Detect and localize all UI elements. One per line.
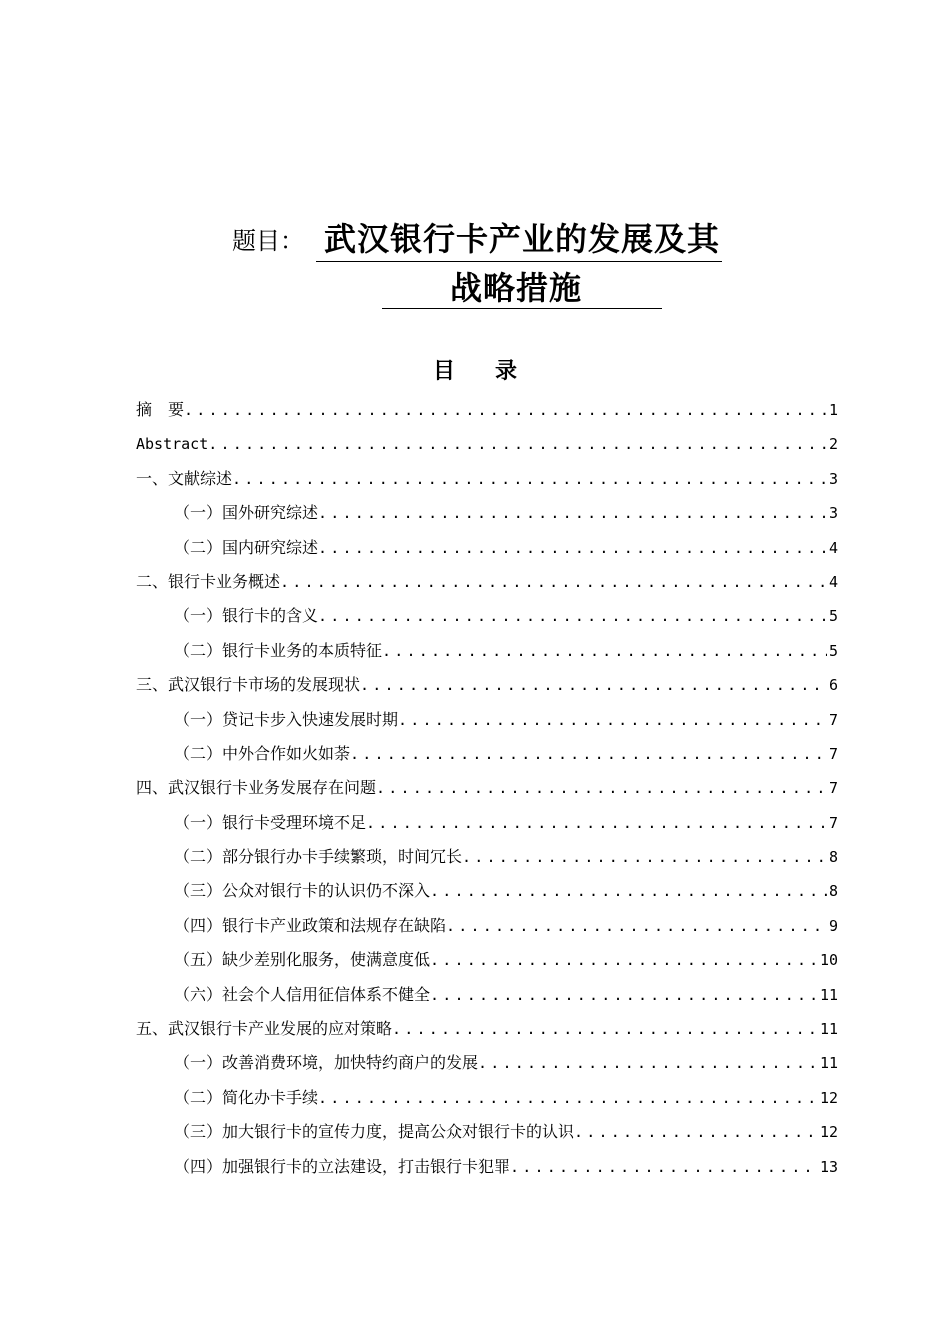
title-main-text: 武汉银行卡产业的发展及其 (316, 219, 722, 262)
toc-dot-leader (184, 393, 827, 427)
toc-dot-leader (232, 462, 827, 496)
toc-entry-label: （六）社会个人信用征信体系不健全 (174, 984, 431, 1004)
toc-entry-label: 四、武汉银行卡业务发展存在问题 (136, 778, 377, 798)
toc-entry[interactable] (136, 462, 838, 496)
toc-entry-label: （一）国外研究综述 (174, 503, 319, 523)
toc-dot-leader (318, 599, 827, 633)
toc-dot-leader (208, 427, 827, 461)
toc-entry-label: 二、银行卡业务概述 (136, 571, 281, 591)
toc-entry-page-number: 4 (828, 572, 838, 591)
toc-entry-page-number: 11 (819, 1020, 838, 1039)
toc-entry[interactable] (136, 737, 838, 771)
toc-dot-leader (430, 943, 818, 977)
toc-entry-label: 摘 要 (136, 400, 185, 419)
toc-entry[interactable] (136, 771, 838, 805)
toc-entry-page-number: 11 (819, 1054, 838, 1073)
toc-entry-label: （二）中外合作如火如荼 (174, 743, 351, 763)
toc-entry-label: （二）国内研究综述 (174, 537, 319, 557)
toc-entry-label: （一）银行卡受理环境不足 (174, 812, 367, 832)
toc-entry[interactable] (136, 393, 838, 427)
toc-entry-label: 一、文献综述 (136, 468, 233, 488)
toc-entry[interactable] (136, 1081, 838, 1115)
toc-entry-page-number: 2 (828, 435, 838, 454)
toc-dot-leader (446, 909, 827, 943)
toc-entry-label: （二）银行卡业务的本质特征 (174, 640, 383, 660)
toc-entry-page-number: 12 (819, 1123, 838, 1142)
toc-heading-left: 目 (432, 358, 455, 384)
toc-entry-label: （三）公众对银行卡的认识仍不深入 (174, 881, 431, 901)
toc-dot-leader (574, 1115, 818, 1149)
toc-entry-page-number: 9 (828, 916, 838, 935)
toc-entry-label: （一）银行卡的含义 (174, 606, 319, 626)
toc-entry[interactable] (136, 806, 838, 840)
toc-entry[interactable] (136, 599, 838, 633)
toc-entry-page-number: 7 (828, 813, 838, 832)
toc-dot-leader (318, 496, 827, 530)
toc-entry[interactable] (136, 1115, 838, 1149)
toc-entry-page-number: 13 (819, 1157, 838, 1176)
toc-entry-label: 五、武汉银行卡产业发展的应对策略 (136, 1019, 393, 1039)
toc-dot-leader (382, 634, 827, 668)
toc-entry-page-number: 7 (828, 710, 838, 729)
toc-entry[interactable] (136, 1012, 838, 1046)
toc-dot-leader (510, 1150, 818, 1184)
title-label: 题目： (232, 227, 304, 255)
toc-dot-leader (478, 1046, 818, 1080)
title-line-1 (232, 212, 722, 262)
toc-dot-leader (318, 1081, 818, 1115)
toc-entry-label: （二）部分银行办卡手续繁琐，时间冗长 (174, 847, 463, 867)
toc-entry[interactable] (136, 496, 838, 530)
title-line-2 (382, 268, 662, 309)
toc-entry[interactable] (136, 668, 838, 702)
toc-entry-page-number: 7 (828, 779, 838, 798)
toc-entry[interactable] (136, 1150, 838, 1184)
toc-entry-page-number: 11 (819, 985, 838, 1004)
table-of-contents (136, 393, 838, 1184)
toc-entry-page-number: 3 (828, 504, 838, 523)
toc-heading (0, 356, 950, 386)
toc-entry-label: （一）改善消费环境，加快特约商户的发展 (174, 1053, 479, 1073)
toc-dot-leader (430, 978, 818, 1012)
toc-entry-label: （四）银行卡产业政策和法规存在缺陷 (174, 915, 447, 935)
toc-dot-leader (366, 806, 827, 840)
toc-dot-leader (350, 737, 827, 771)
toc-dot-leader (360, 668, 827, 702)
toc-entry-page-number: 3 (828, 469, 838, 488)
toc-entry-page-number: 8 (828, 848, 838, 867)
title-sub-text: 战略措施 (450, 269, 583, 307)
toc-dot-leader (398, 703, 827, 737)
toc-entry[interactable] (136, 874, 838, 908)
toc-entry-page-number: 10 (819, 951, 838, 970)
toc-dot-leader (280, 565, 827, 599)
toc-dot-leader (376, 771, 827, 805)
toc-entry[interactable] (136, 909, 838, 943)
toc-entry-label: （三）加大银行卡的宣传力度，提高公众对银行卡的认识 (174, 1122, 575, 1142)
toc-entry[interactable] (136, 634, 838, 668)
toc-dot-leader (430, 874, 827, 908)
toc-entry[interactable] (136, 840, 838, 874)
toc-dot-leader (462, 840, 827, 874)
toc-entry-page-number: 1 (828, 401, 838, 419)
toc-entry-page-number: 8 (828, 882, 838, 901)
toc-entry-page-number: 6 (828, 676, 838, 695)
toc-entry-label: 三、武汉银行卡市场的发展现状 (136, 675, 361, 695)
toc-heading-right: 录 (495, 358, 518, 384)
toc-entry[interactable] (136, 427, 838, 461)
toc-entry-page-number: 5 (828, 641, 838, 660)
toc-entry[interactable] (136, 565, 838, 599)
toc-entry-page-number: 7 (828, 744, 838, 763)
toc-entry[interactable] (136, 943, 838, 977)
toc-entry-label: （五）缺少差别化服务，使满意度低 (174, 950, 431, 970)
toc-entry-page-number: 5 (828, 607, 838, 626)
toc-entry-label: （一）贷记卡步入快速发展时期 (174, 709, 399, 729)
toc-dot-leader (318, 531, 827, 565)
toc-entry[interactable] (136, 703, 838, 737)
toc-entry[interactable] (136, 1046, 838, 1080)
toc-entry-page-number: 12 (819, 1088, 838, 1107)
toc-entry-label: （四）加强银行卡的立法建设，打击银行卡犯罪 (174, 1156, 511, 1176)
toc-entry[interactable] (136, 978, 838, 1012)
toc-entry[interactable] (136, 531, 838, 565)
toc-dot-leader (392, 1012, 818, 1046)
toc-entry-label: （二）简化办卡手续 (174, 1087, 319, 1107)
toc-entry-page-number: 4 (828, 538, 838, 557)
toc-entry-label: Abstract (136, 435, 209, 454)
